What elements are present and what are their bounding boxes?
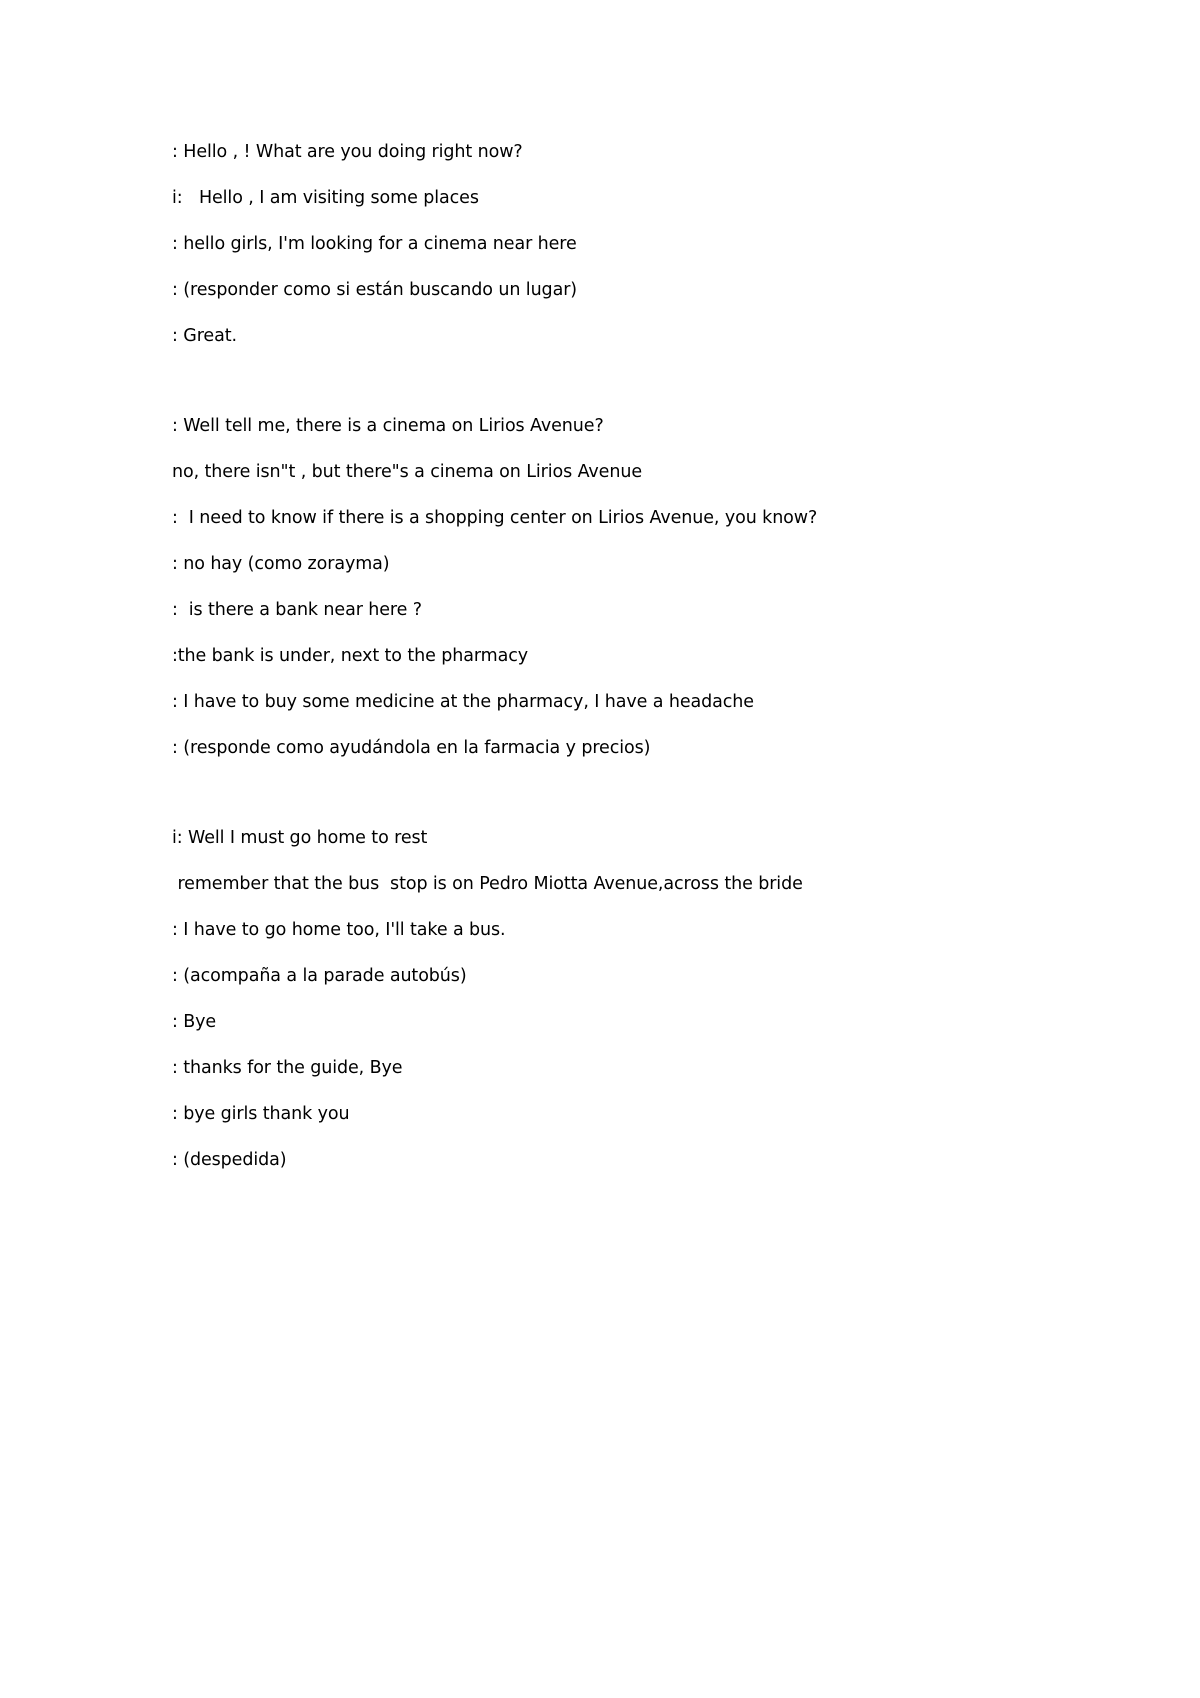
dialogue-line: i: Hello , I am visiting some places [172,188,479,208]
dialogue-line: : (responde como ayudándola en la farmacia y precios) [172,738,651,758]
dialogue-line: : Hello , ! What are you doing right now? [172,142,523,162]
dialogue-line: : (despedida) [172,1150,287,1170]
dialogue-line: : I have to go home too, I'll take a bus. [172,920,506,940]
dialogue-line: : is there a bank near here ? [172,600,422,620]
dialogue-line: : (acompaña a la parade autobús) [172,966,467,986]
dialogue-line: : Well tell me, there is a cinema on Lirios Avenue? [172,416,604,436]
dialogue-line: remember that the bus stop is on Pedro Miotta Avenue,across the bride [172,874,803,894]
dialogue-line: : bye girls thank you [172,1104,350,1124]
dialogue-line: :the bank is under, next to the pharmacy [172,646,529,666]
dialogue-text [172,141,1132,1195]
dialogue-line: : I need to know if there is a shopping center on Lirios Avenue, you know? [172,508,818,528]
dialogue-line: : no hay (como zorayma) [172,554,390,574]
dialogue-line: : Great. [172,326,237,346]
dialogue-line: no, there isn"t , but there"s a cinema on Lirios Avenue [172,462,642,482]
dialogue-line: : hello girls, I'm looking for a cinema near here [172,234,577,254]
dialogue-line: i: Well I must go home to rest [172,828,428,848]
dialogue-line: : thanks for the guide, Bye [172,1058,403,1078]
dialogue-line: : (responder como si están buscando un lugar) [172,280,578,300]
dialogue-line: : Bye [172,1012,217,1032]
dialogue-line: : I have to buy some medicine at the pharmacy, I have a headache [172,692,754,712]
